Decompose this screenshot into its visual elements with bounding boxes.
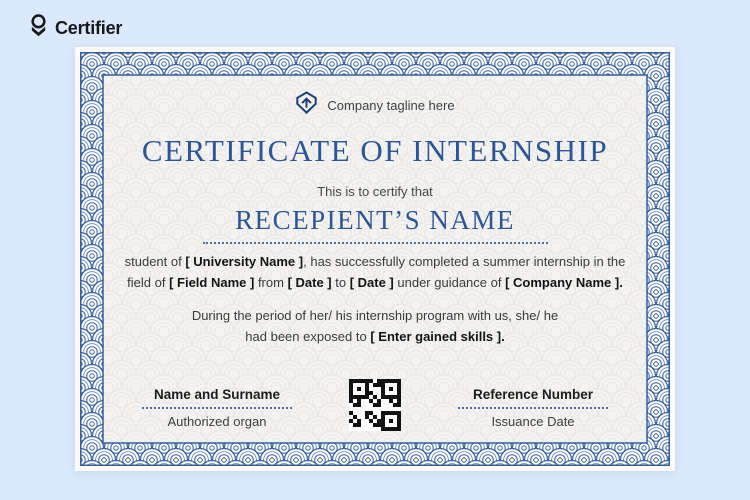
certify-line: This is to certify that — [317, 184, 433, 200]
signature-left — [117, 387, 317, 429]
company-logo-icon — [295, 91, 318, 119]
signature-right-label: Reference Number — [472, 387, 594, 403]
qr-code — [349, 379, 401, 431]
brand-name[interactable]: Certifier — [55, 18, 123, 38]
signature-right-line — [458, 407, 608, 409]
certificate-sheet — [75, 47, 675, 471]
signature-left-sub: Authorized organ — [167, 414, 267, 430]
company-tagline-row — [103, 91, 647, 119]
body-paragraph-1: student of [ University Name ], has successfully completed a summer internship in the field of [ Field Name ] from [ Date ] to [ Date ] under guidance of [ Company Name ]. — [124, 254, 626, 290]
certifier-logo-icon[interactable] — [28, 13, 49, 44]
certificate-title: CERTIFICATE OF INTERNSHIP — [141, 133, 609, 168]
signature-left-line — [142, 407, 292, 409]
body-paragraph-2: During the period of her/ his internship program with us, she/ he had been exposed to [ Enter gained skills ]. — [191, 307, 559, 344]
signature-row — [103, 387, 647, 431]
company-tagline: Company tagline here — [327, 97, 455, 113]
recipient-underline — [203, 242, 548, 244]
signature-right-sub: Issuance Date — [491, 414, 575, 430]
signature-right — [433, 387, 633, 429]
recipient-name: RECEPIENT’S NAME — [235, 205, 515, 236]
certificate-content — [103, 75, 647, 443]
site-header — [28, 13, 122, 44]
signature-left-label: Name and Surname — [153, 387, 281, 403]
